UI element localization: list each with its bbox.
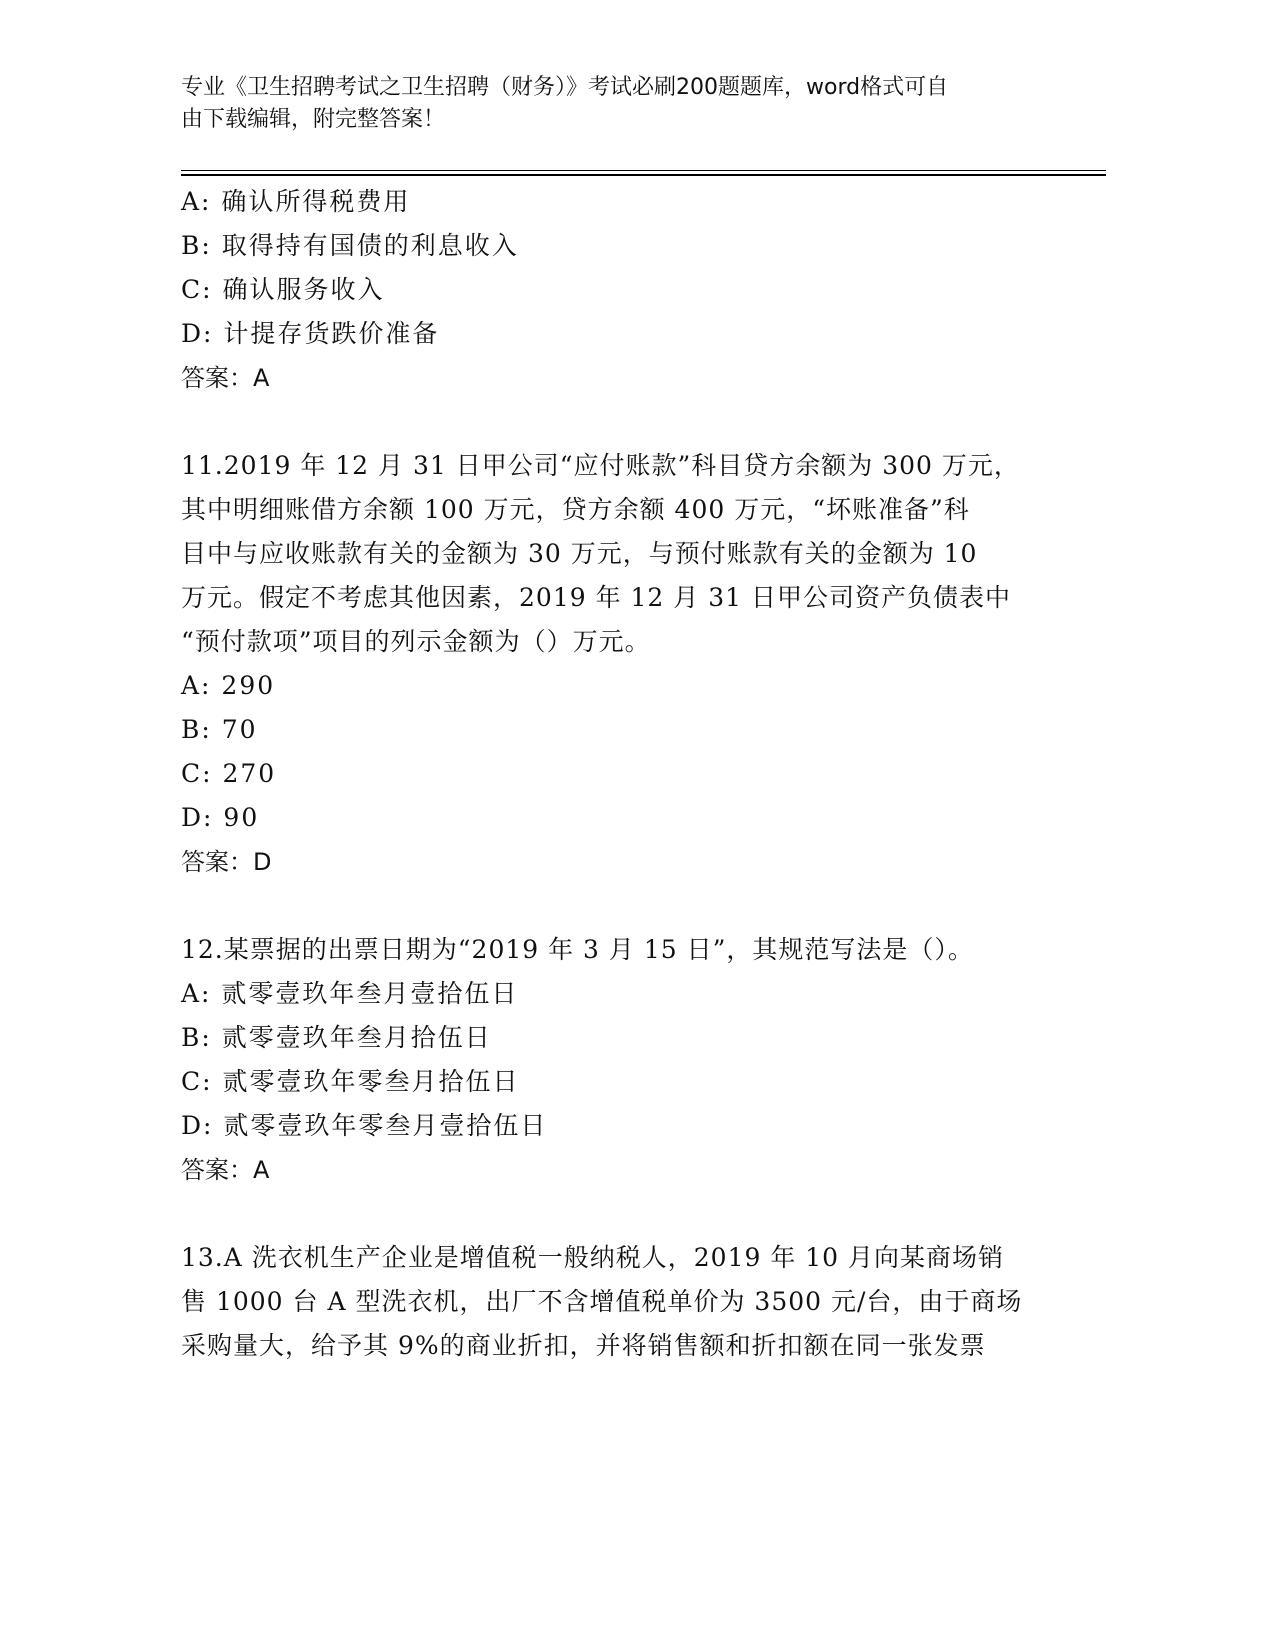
question-10 (181, 180, 1061, 400)
q13-text-line: 13.A 洗衣机生产企业是增值税一般纳税人，2019 年 10 月向某商场销 (181, 1243, 1005, 1272)
q11-answer: 答案：D (181, 848, 272, 876)
header-line-2: 由下载编辑，附完整答案！ (181, 107, 446, 132)
document-header (181, 72, 1041, 136)
question-11 (181, 444, 1061, 884)
q10-answer: 答案：A (181, 364, 270, 392)
document-body (181, 180, 1061, 1368)
header-rule-thin (181, 170, 1106, 171)
spacer (181, 884, 1061, 928)
header-rule-thick (181, 174, 1106, 176)
q11-option-a: A: 290 (181, 671, 276, 700)
q12-option-d: D: 贰零壹玖年零叁月壹拾伍日 (181, 1111, 548, 1140)
q11-text-line: 11.2019 年 12 月 31 日甲公司“应付账款”科目贷方余额为 300 万元， (181, 451, 1020, 480)
header-line-1: 专业《卫生招聘考试之卫生招聘（财务）》考试必刷200题题库，word格式可自 (181, 75, 949, 100)
q11-option-d: D: 90 (181, 803, 260, 832)
question-13 (181, 1236, 1061, 1368)
q11-text-line: 目中与应收账款有关的金额为 30 万元，与预付账款有关的金额为 10 (181, 539, 978, 568)
q11-text-line: “预付款项”项目的列示金额为（）万元。 (181, 627, 651, 656)
q11-option-c: C: 270 (181, 759, 277, 788)
q12-option-a: A: 贰零壹玖年叁月壹拾伍日 (181, 979, 519, 1008)
q13-text-line: 采购量大，给予其 9%的商业折扣，并将销售额和折扣额在同一张发票 (181, 1331, 986, 1360)
q13-text-line: 售 1000 台 A 型洗衣机，出厂不含增值税单价为 3500 元/台，由于商场 (181, 1287, 1023, 1316)
q11-text-line: 万元。假定不考虑其他因素，2019 年 12 月 31 日甲公司资产负债表中 (181, 583, 1011, 612)
spacer (181, 400, 1061, 444)
q10-option-a: A: 确认所得税费用 (181, 187, 411, 216)
q11-text-line: 其中明细账借方余额 100 万元，贷方余额 400 万元，“坏账准备”科 (181, 495, 970, 524)
q12-text-line: 12.某票据的出票日期为“2019 年 3 月 15 日”，其规范写法是（）。 (181, 935, 974, 964)
q10-option-b: B: 取得持有国债的利息收入 (181, 231, 519, 260)
q12-option-b: B: 贰零壹玖年叁月拾伍日 (181, 1023, 492, 1052)
q12-answer: 答案：A (181, 1156, 270, 1184)
q10-option-c: C: 确认服务收入 (181, 275, 385, 304)
q12-option-c: C: 贰零壹玖年零叁月拾伍日 (181, 1067, 520, 1096)
question-12 (181, 928, 1061, 1192)
q11-option-b: B: 70 (181, 715, 258, 744)
spacer (181, 1192, 1061, 1236)
q10-option-d: D: 计提存货跌价准备 (181, 319, 440, 348)
